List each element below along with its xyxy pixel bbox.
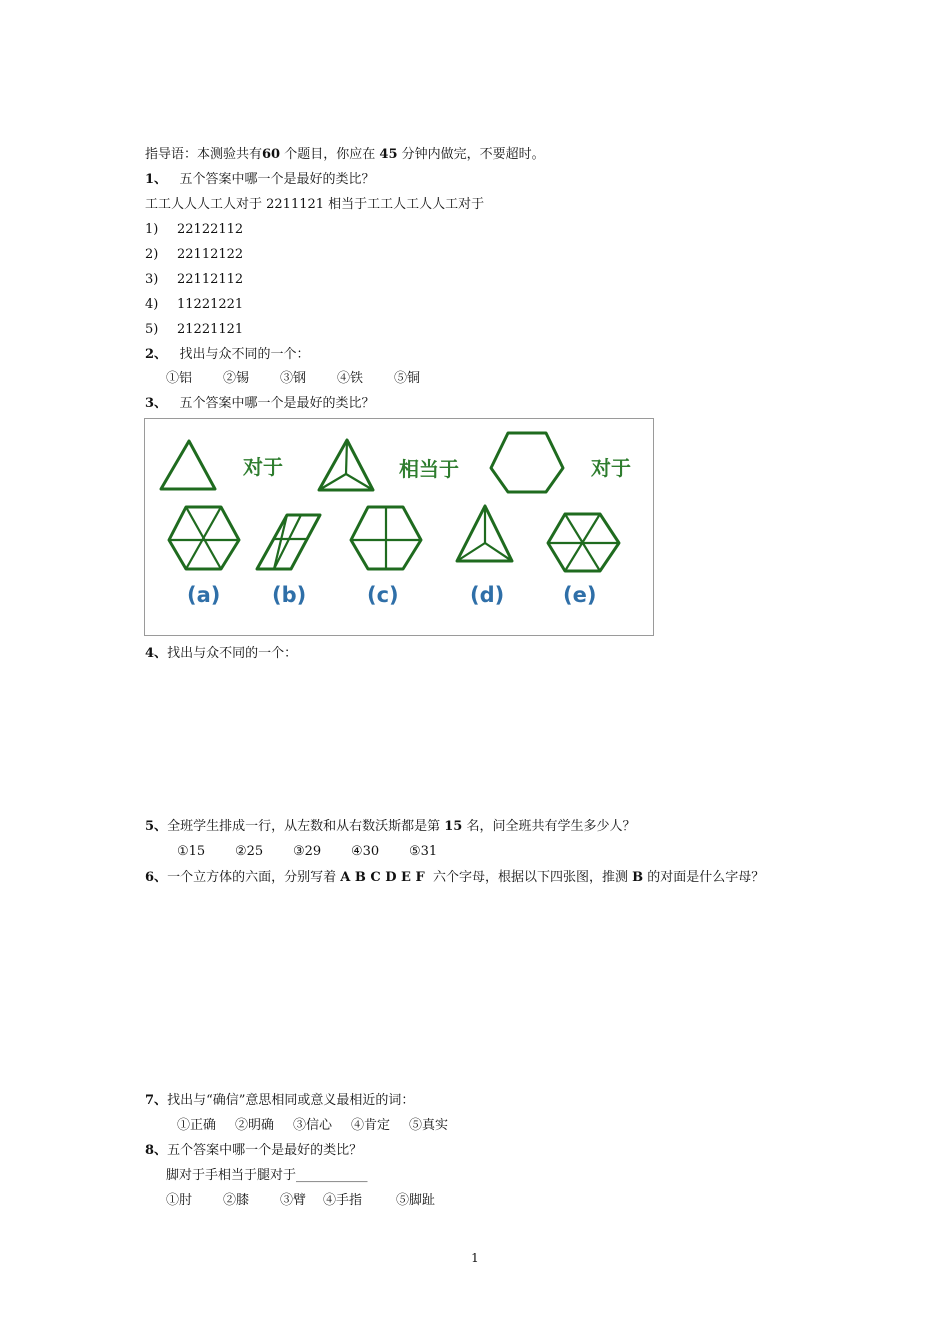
option: ⑤脚趾: [396, 1193, 436, 1208]
option: ④30: [351, 844, 380, 859]
question-1-option: 5) 21221121: [145, 322, 244, 337]
option: ④肯定: [351, 1118, 391, 1133]
option-c-label: (c): [367, 583, 399, 607]
option-b-label: (b): [272, 583, 307, 607]
analogy-figure: [144, 418, 654, 636]
question-4-title: 4、找出与众不同的一个：: [145, 646, 298, 661]
option: ①铝: [166, 371, 193, 386]
question-5-title: 5、全班学生排成一行，从左数和从右数沃斯都是第 15 名，问全班共有学生多少人？: [145, 819, 636, 834]
figure-word-2: 相当于: [399, 457, 459, 481]
question-7-options: [177, 1117, 448, 1135]
hexagon-shape: [491, 433, 563, 492]
question-6-title: 6、一个立方体的六面，分别写着 A B C D E F 六个字母，根据以下四张图，推测 B 的对面是什么字母？: [145, 870, 765, 885]
option-e-shape: [548, 514, 619, 571]
option: ②膝: [223, 1193, 250, 1208]
option: ④手指: [323, 1193, 363, 1208]
option: ②明确: [235, 1118, 275, 1133]
option: ④铁: [337, 371, 364, 386]
option: ⑤31: [409, 844, 438, 859]
option-d-label: (d): [470, 583, 505, 607]
triangle-shape: [161, 441, 215, 489]
question-8-title: 8、五个答案中哪一个是最好的类比？: [145, 1143, 363, 1158]
option: ③29: [293, 844, 322, 859]
question-1-prompt: 工工人人人工人对于 2211121 相当于工工人工人人工对于: [145, 197, 485, 212]
option-c-shape: [351, 507, 421, 569]
option: ①正确: [177, 1118, 217, 1133]
question-7-title: 7、找出与“确信”意思相同或意义最相近的词：: [145, 1093, 415, 1108]
question-2-title: 2、 找出与众不同的一个：: [145, 347, 310, 362]
instructions: 指导语：本测验共有60 个题目，你应在 45 分钟内做完，不要超时。: [145, 147, 545, 162]
option: ②锡: [223, 371, 250, 386]
option: ①肘: [166, 1193, 193, 1208]
question-3-title: 3、 五个答案中哪一个是最好的类比？: [145, 396, 375, 411]
question-8-prompt: 脚对于手相当于腿对于___________: [166, 1168, 368, 1183]
question-8-options: [166, 1192, 435, 1210]
figure-word-1: 对于: [243, 455, 283, 479]
option-b-shape: [257, 515, 320, 569]
option-e-label: (e): [563, 583, 597, 607]
option: ①15: [177, 844, 206, 859]
option: ⑤真实: [409, 1118, 449, 1133]
question-1-option: 3) 22112112: [145, 272, 244, 287]
option-a-shape: [169, 507, 239, 569]
question-1-option: 4) 11221221: [145, 297, 244, 312]
figure-word-3: 对于: [591, 456, 631, 480]
question-1-title: 1、 五个答案中哪一个是最好的类比？: [145, 172, 375, 187]
option: ②25: [235, 844, 264, 859]
question-1-option: 1) 22122112: [145, 222, 244, 237]
option: ③信心: [293, 1118, 333, 1133]
option: ③臂: [280, 1193, 307, 1208]
option: ③钢: [280, 371, 307, 386]
page-number: 1: [471, 1251, 479, 1265]
option-d-shape: [457, 506, 512, 561]
question-1-option: 2) 22112122: [145, 247, 244, 262]
divided-triangle-shape: [319, 440, 373, 490]
question-2-options: [166, 370, 420, 388]
option-a-label: (a): [187, 583, 221, 607]
option: ⑤铜: [394, 371, 421, 386]
question-5-options: [177, 843, 437, 861]
